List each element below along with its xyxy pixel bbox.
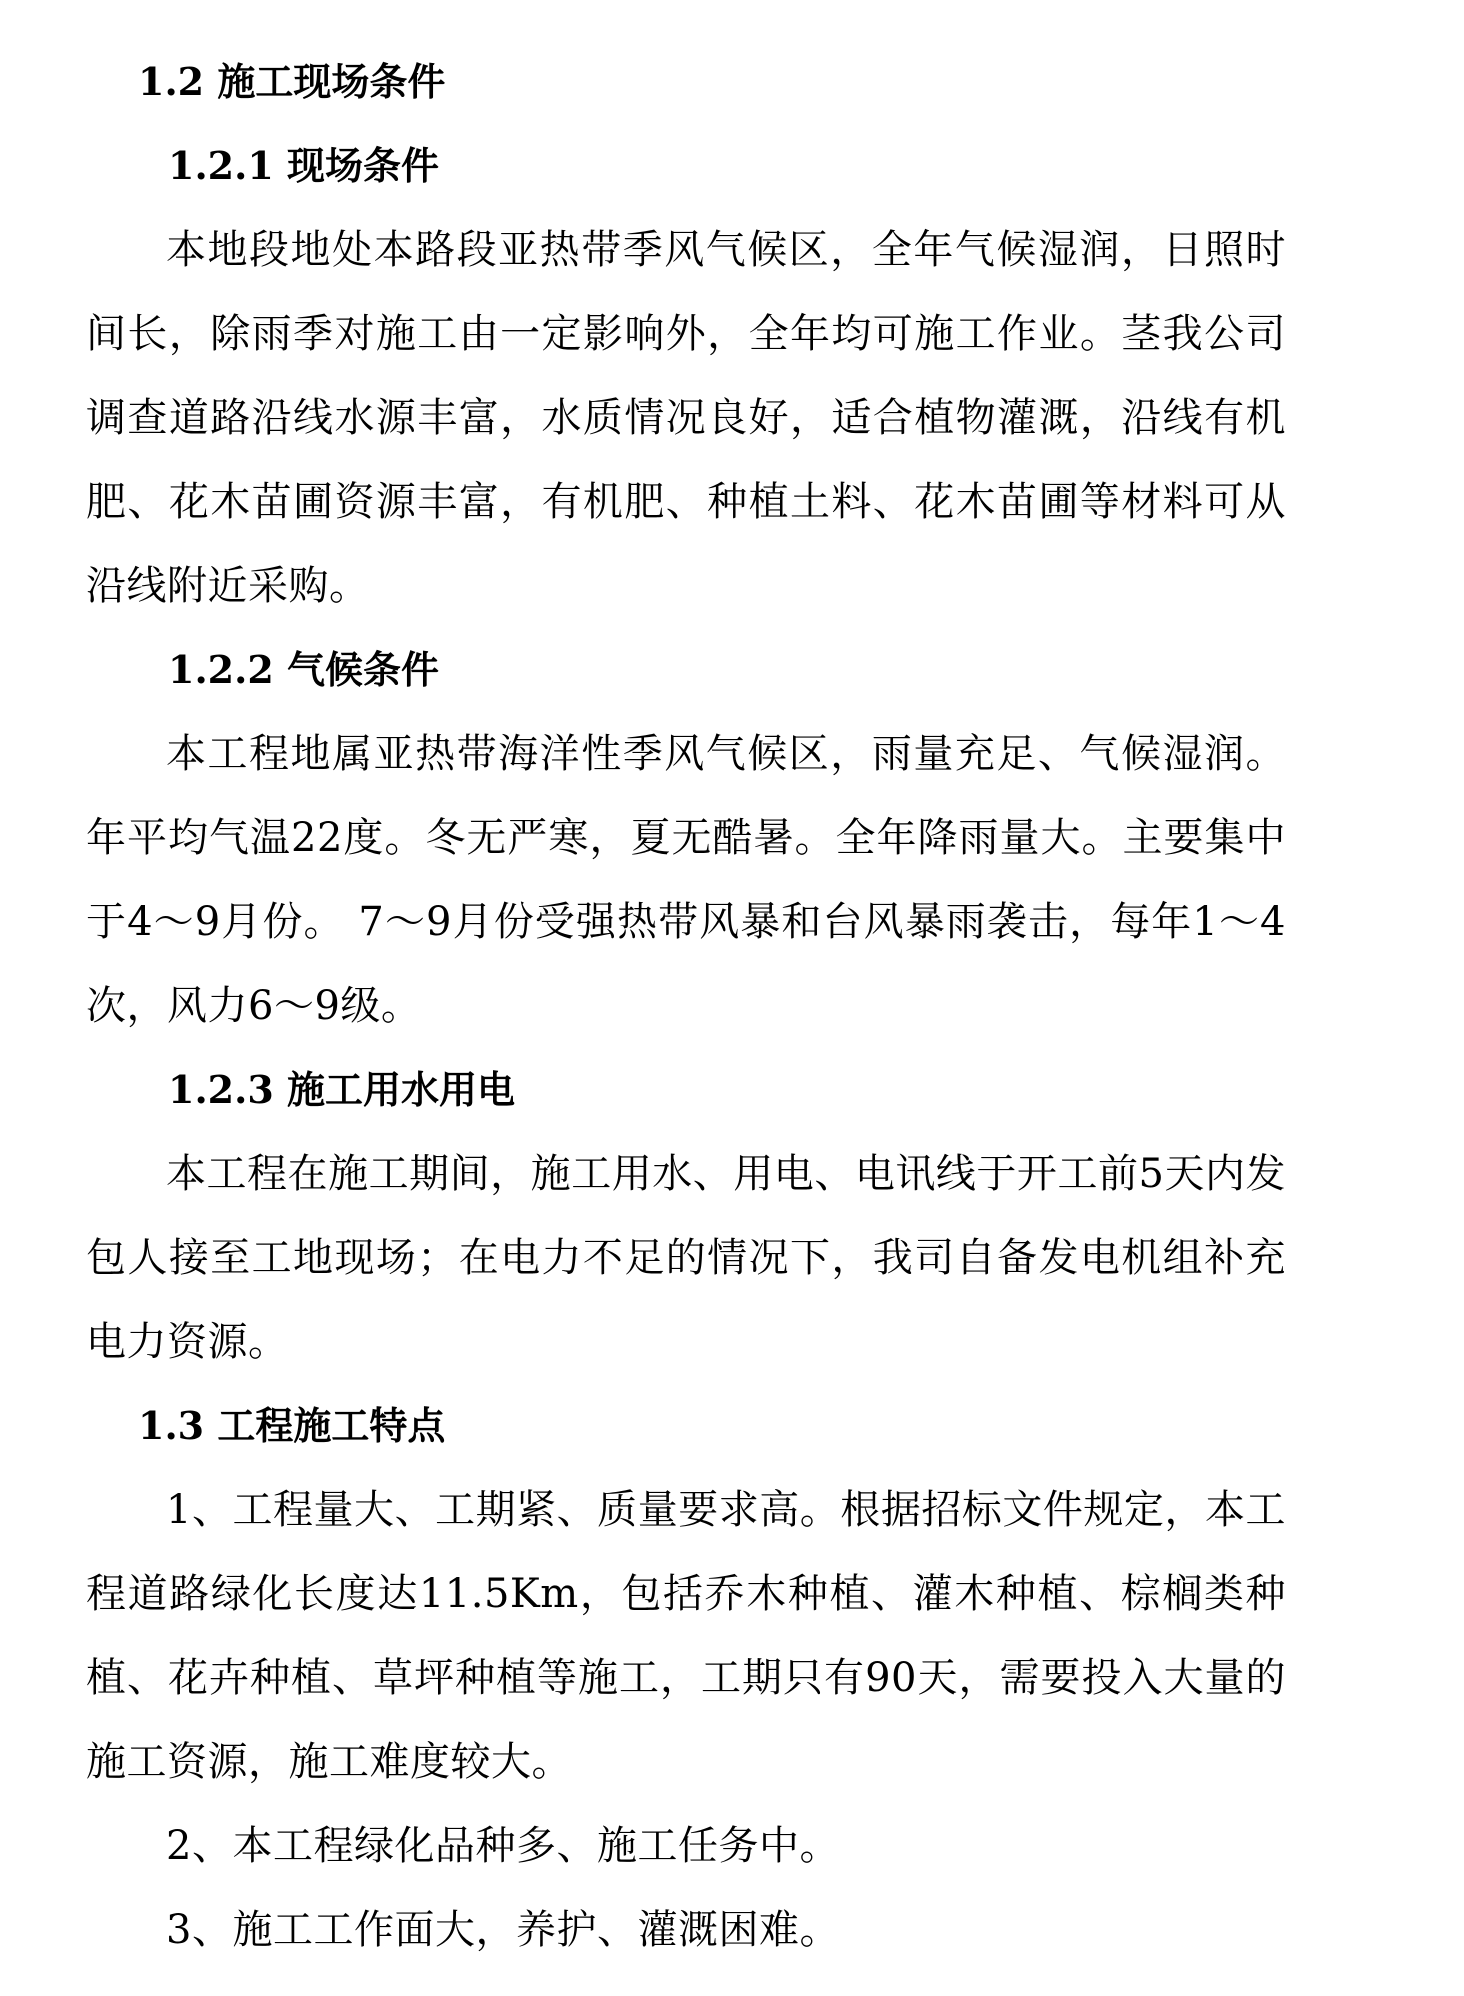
paragraph-site-conditions: 本地段地处本路段亚热带季风气候区，全年气候湿润，日照时间长，除雨季对施工由一定影响外，全年均可施工作业。茎我公司调查道路沿线水源丰富，水质情况良好，适合植物灌溉，沿线有机肥、花木苗圃资源丰富，有机肥、种植土料、花木苗圃等材料可从沿线附近采购。 bbox=[86, 227, 1286, 609]
list-item: 3、施工工作面大，养护、灌溉困难。 bbox=[166, 1907, 840, 1953]
section-heading-1-2-3: 1.2.3 施工用水用电 bbox=[168, 1067, 516, 1112]
section-heading-1-3: 1.3 工程施工特点 bbox=[138, 1403, 446, 1448]
section-heading-1-2: 1.2 施工现场条件 bbox=[138, 59, 446, 104]
list-item: 2、本工程绿化品种多、施工任务中。 bbox=[166, 1823, 840, 1869]
document-page bbox=[86, 40, 1286, 1972]
list-item: 1、工程量大、工期紧、质量要求高。根据招标文件规定，本工程道路绿化长度达11.5Km，包括乔木种植、灌木种植、棕榈类种植、花卉种植、草坪种植等施工，工期只有90天，需要投入大量的施工资源，施工难度较大。 bbox=[86, 1487, 1286, 1785]
paragraph-water-power: 本工程在施工期间，施工用水、用电、电讯线于开工前5天内发包人接至工地现场；在电力不足的情况下，我司自备发电机组补充电力资源。 bbox=[86, 1151, 1286, 1365]
section-heading-1-2-1: 1.2.1 现场条件 bbox=[168, 143, 440, 188]
section-heading-1-2-2: 1.2.2 气候条件 bbox=[168, 647, 440, 692]
paragraph-climate-conditions: 本工程地属亚热带海洋性季风气候区，雨量充足、气候湿润。年平均气温22度。冬无严寒，夏无酷暑。全年降雨量大。主要集中于4～9月份。 7～9月份受强热带风暴和台风暴雨袭击，每年1～4次，风力6～9级。 bbox=[86, 731, 1286, 1029]
